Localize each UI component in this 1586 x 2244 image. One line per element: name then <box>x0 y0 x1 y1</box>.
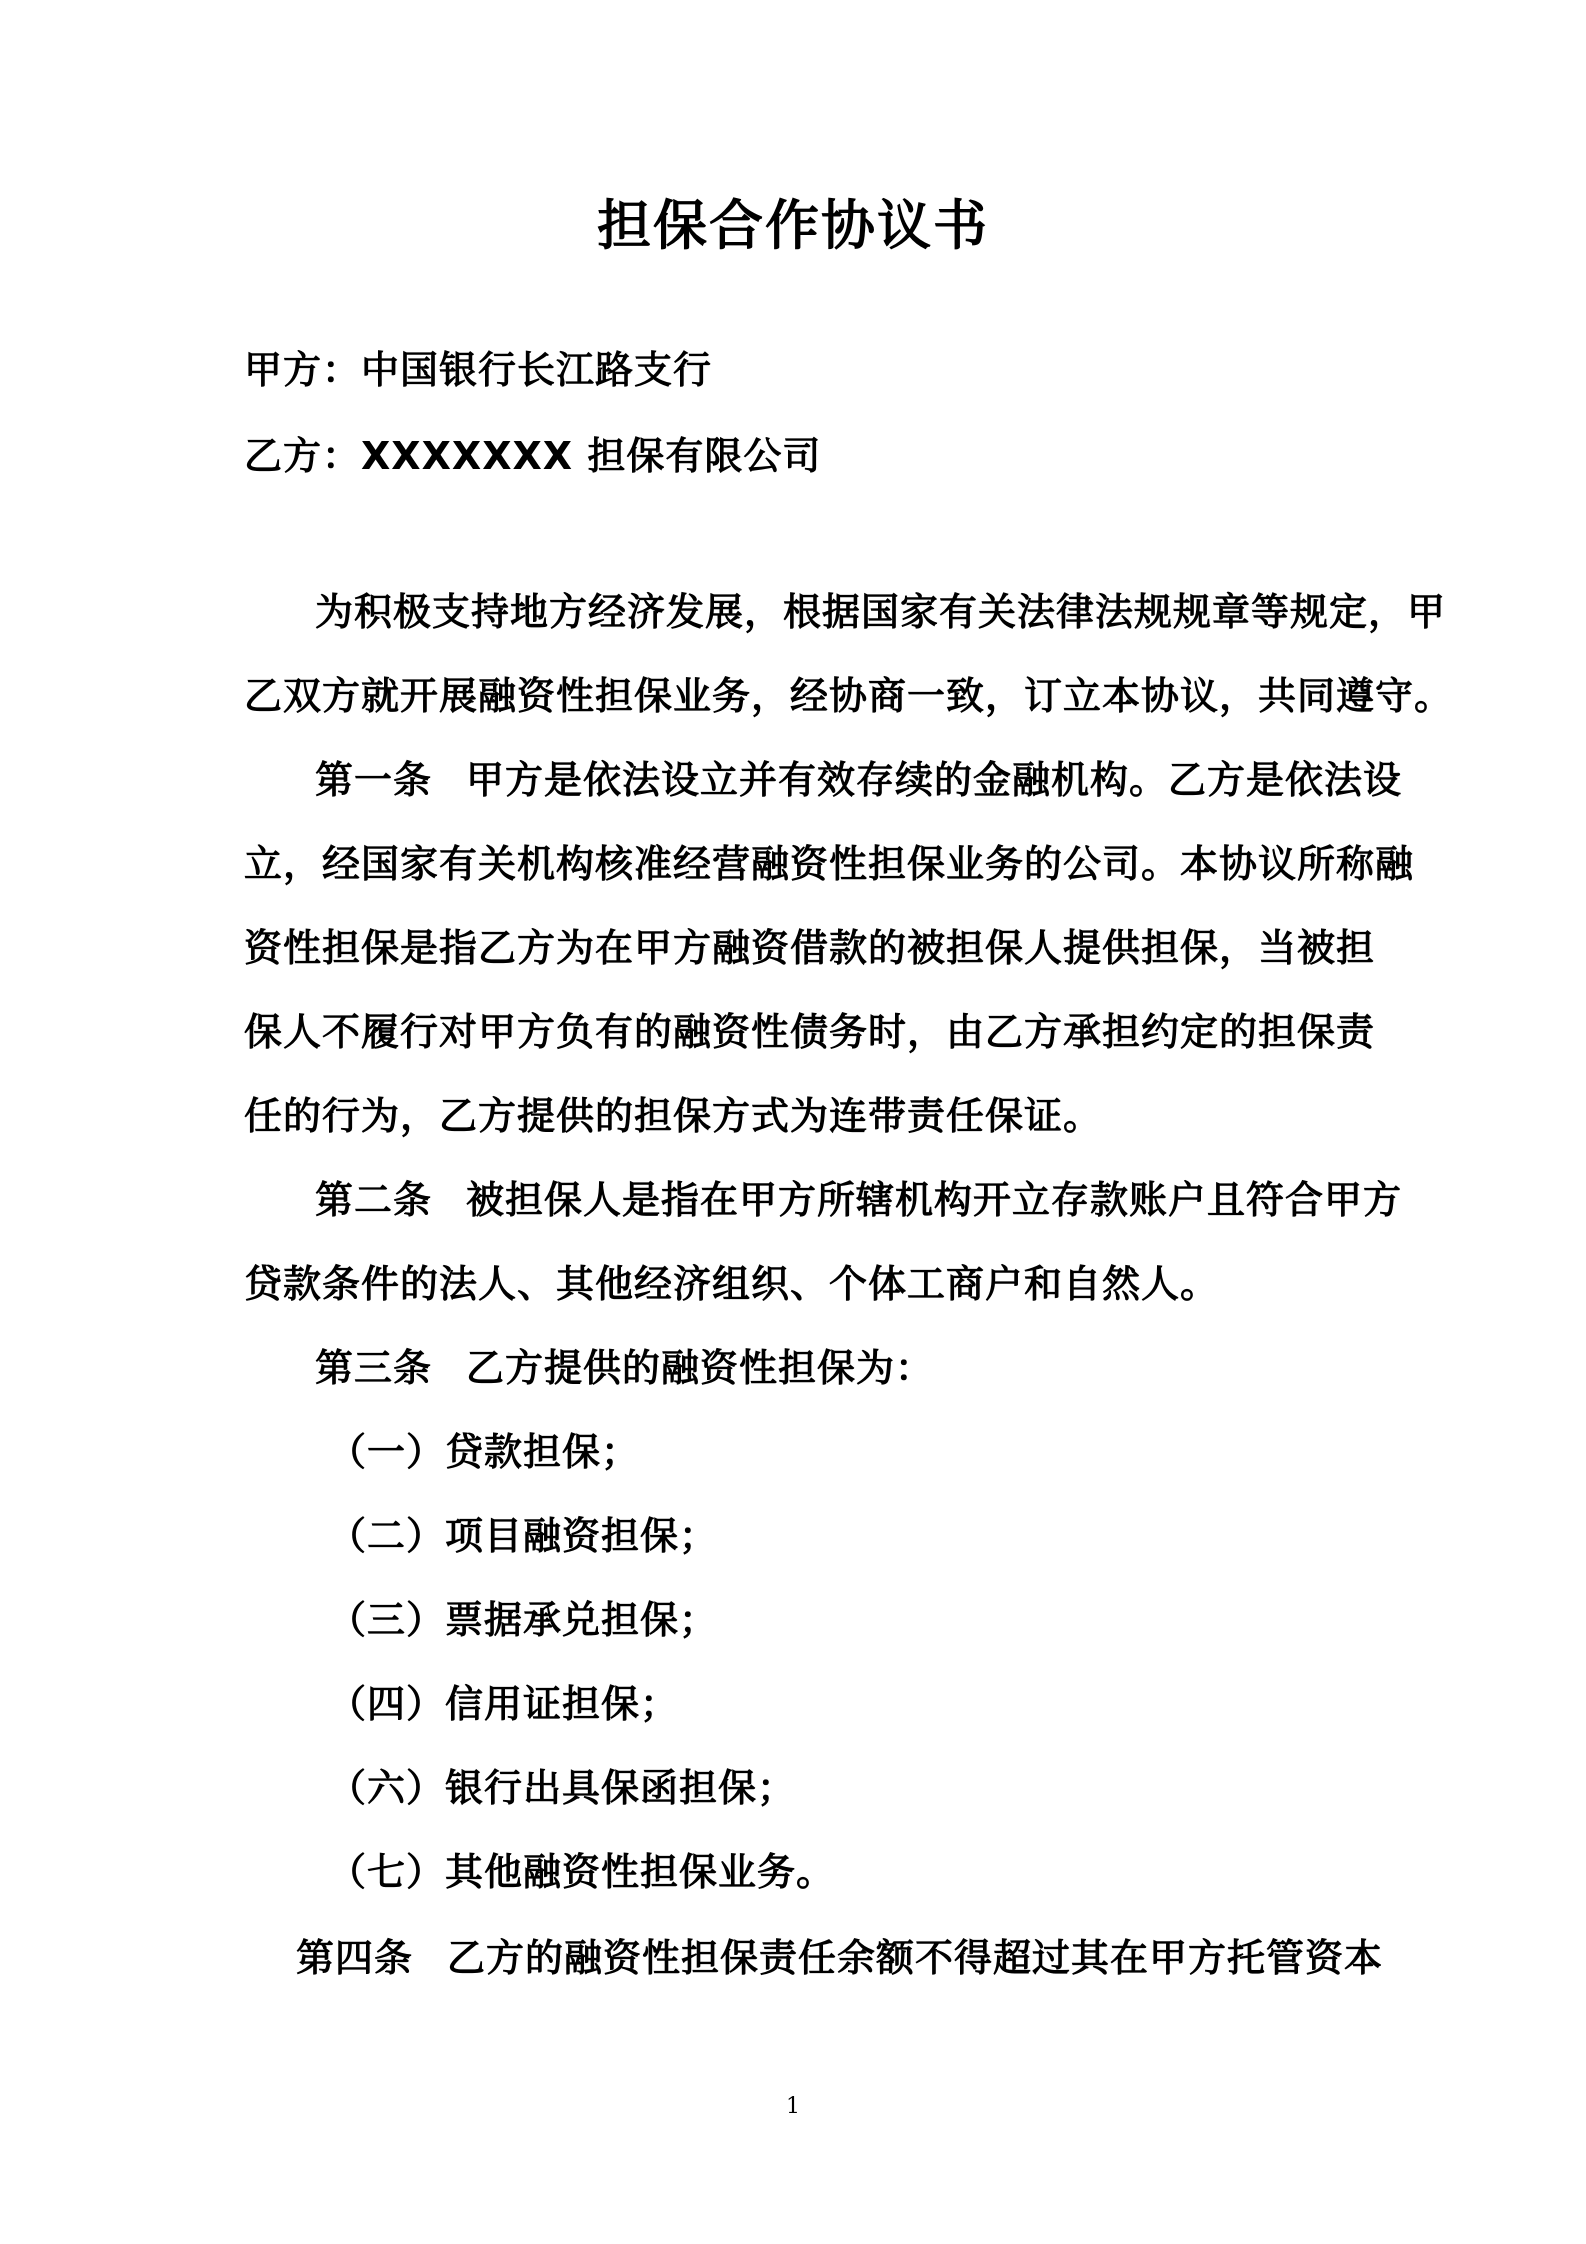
article-4-label: 第四条 <box>296 1936 414 1980</box>
article-1-line-5: 任的行为，乙方提供的担保方式为连带责任保证。 <box>244 1094 1103 1138</box>
article-1-line-4: 保人不履行对甲方负有的融资性债务时，由乙方承担约定的担保责 <box>244 1010 1376 1054</box>
article-3-item-6: （七）其他融资性担保业务。 <box>328 1850 836 1894</box>
page-number: 1 <box>786 2094 800 2119</box>
article-1-first-line <box>315 752 1403 808</box>
article-1-line-1: 甲方是依法设立并有效存续的金融机构。乙方是依法设 <box>466 758 1403 802</box>
article-4-text: 乙方的融资性担保责任余额不得超过其在甲方托管资本 <box>447 1936 1384 1980</box>
article-3-item-1: （一）贷款担保； <box>328 1430 641 1474</box>
article-3-first-line <box>315 1340 934 1396</box>
party-b: 乙方：XXXXXXX 担保有限公司 <box>244 434 822 478</box>
article-2-line-1: 被担保人是指在甲方所辖机构开立存款账户且符合甲方 <box>466 1178 1403 1222</box>
article-3-item-4: （四）信用证担保； <box>328 1682 680 1726</box>
article-4-first-line <box>296 1930 1384 1986</box>
article-3-item-3: （三）票据承兑担保； <box>328 1598 719 1642</box>
preamble-line-1: 为积极支持地方经济发展，根据国家有关法律法规规章等规定，甲 <box>315 590 1447 634</box>
document-title: 担保合作协议书 <box>597 194 989 257</box>
article-3-item-2: （二）项目融资担保； <box>328 1514 719 1558</box>
article-2-line-2: 贷款条件的法人、其他经济组织、个体工商户和自然人。 <box>244 1262 1220 1306</box>
article-3-text: 乙方提供的融资性担保为： <box>466 1346 935 1390</box>
article-3-label: 第三条 <box>315 1346 433 1390</box>
article-2-label: 第二条 <box>315 1178 433 1222</box>
article-1-line-2: 立，经国家有关机构核准经营融资性担保业务的公司。本协议所称融 <box>244 842 1415 886</box>
party-a: 甲方：中国银行长江路支行 <box>244 348 713 392</box>
article-1-line-3: 资性担保是指乙方为在甲方融资借款的被担保人提供担保，当被担 <box>244 926 1376 970</box>
article-1-label: 第一条 <box>315 758 433 802</box>
preamble-line-2: 乙双方就开展融资性担保业务，经协商一致，订立本协议，共同遵守。 <box>244 674 1454 718</box>
article-2-first-line <box>315 1172 1403 1228</box>
article-3-item-5: （六）银行出具保函担保； <box>328 1766 797 1810</box>
